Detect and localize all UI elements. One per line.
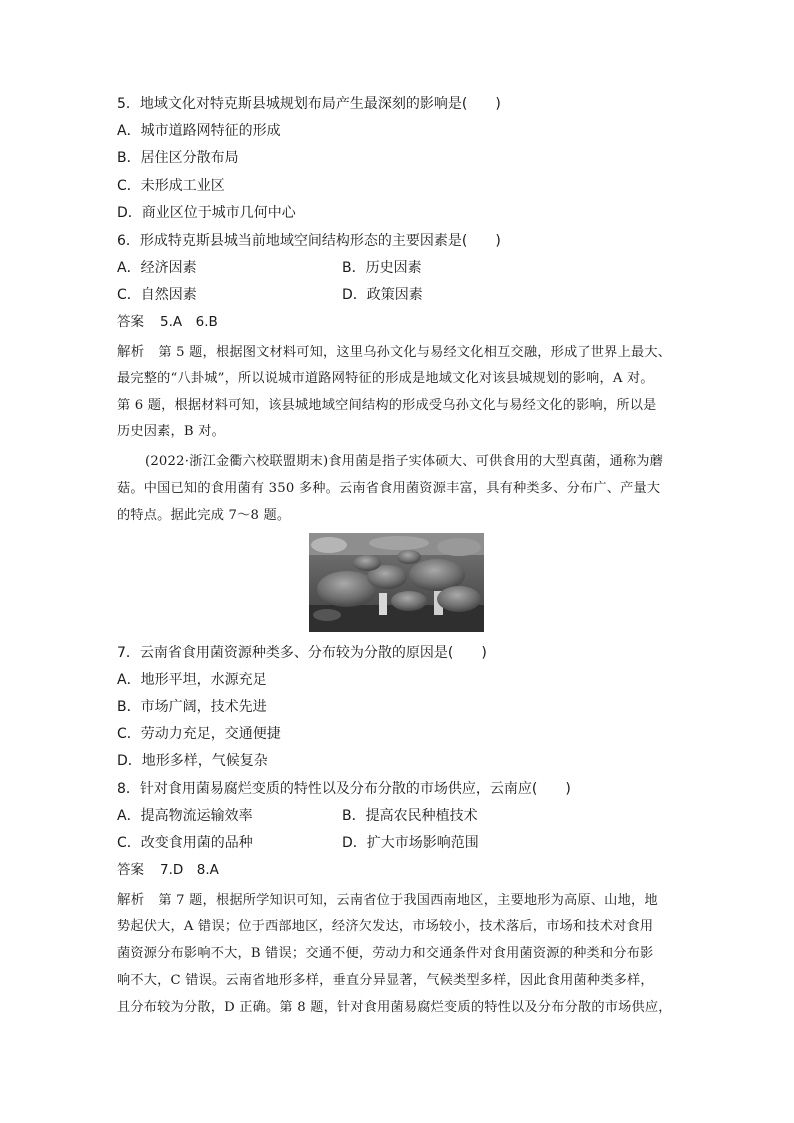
material-line-3: 的特点。据此完成 7～8 题。 — [117, 508, 291, 523]
q7-option-b: B．市场广阔，技术先进 — [117, 699, 267, 715]
q6-stem: 6．形成特克斯县城当前地域空间结构形态的主要因素是( ) — [117, 233, 501, 249]
q6-option-c: C．自然因素 — [117, 287, 197, 303]
q6-option-b: B．历史因素 — [342, 260, 422, 276]
answer-label: 答案 — [117, 314, 144, 330]
q8-option-b: B．提高农民种植技术 — [342, 808, 478, 824]
q5-option-b: B．居住区分散布局 — [117, 150, 239, 166]
explanation-7-8-line-5: 且分布较为分散，D 正确。第 8 题，针对食用菌易腐烂变质的特性以及分布分散的市场供应， — [117, 1000, 672, 1015]
q8-stem: 8．针对食用菌易腐烂变质的特性以及分布分散的市场供应，云南应( ) — [117, 781, 571, 797]
explanation-5-6-line-1: 解析 第 5 题，根据图文材料可知，这里乌孙文化与易经文化相互交融，形成了世界上最大、 — [117, 344, 672, 360]
q8-option-c: C．改变食用菌的品种 — [117, 835, 253, 851]
answer-label: 答案 — [117, 862, 144, 878]
q5-option-d: D．商业区位于城市几何中心 — [117, 205, 296, 221]
answer-7-8 — [117, 860, 219, 880]
q6-option-a: A．经济因素 — [117, 260, 197, 276]
q7-option-c: C．劳动力充足，交通便捷 — [117, 726, 281, 742]
answer-5-6 — [117, 312, 218, 332]
q7-option-d: D．地形多样，气候复杂 — [117, 753, 268, 769]
mushroom-illustration — [309, 533, 484, 632]
q8-option-a: A．提高物流运输效率 — [117, 808, 253, 824]
material-line-1: (2022·浙江金衢六校联盟期末)食用菌是指子实体硕大、可供食用的大型真菌，通称为蘑 — [145, 454, 664, 469]
q7-stem: 7．云南省食用菌资源种类多、分布较为分散的原因是( ) — [117, 645, 487, 661]
q5-option-a: A．城市道路网特征的形成 — [117, 123, 281, 139]
answer-text: 5.A 6.B — [160, 314, 218, 330]
q6-option-d: D．政策因素 — [342, 287, 423, 303]
explanation-7-8-line-1: 解析 第 7 题，根据所学知识可知，云南省位于我国西南地区，主要地形为高原、山地，地 — [117, 892, 658, 908]
q5-stem: 5．地域文化对特克斯县城规划布局产生最深刻的影响是( ) — [117, 96, 501, 112]
explanation-7-8-line-3: 菌资源分布影响不大，B 错误；交通不便，劳动力和交通条件对食用菌资源的种类和分布影 — [117, 946, 654, 961]
mushroom-photo — [309, 533, 484, 632]
explanation-5-6-line-3: 第 6 题，根据材料可知，该县城地域空间结构的形成受乌孙文化与易经文化的影响，所以是 — [117, 398, 657, 413]
explanation-label: 解析 — [117, 344, 145, 360]
material-line-2: 菇。中国已知的食用菌有 350 多种。云南省食用菌资源丰富，具有种类多、分布广、产量大 — [117, 481, 661, 496]
q5-option-c: C．未形成工业区 — [117, 178, 225, 194]
q8-option-d: D．扩大市场影响范围 — [342, 835, 479, 851]
explanation-5-6-line-2: 最完整的“八卦城”，所以说城市道路网特征的形成是地域文化对该县城规划的影响，A 对。 — [117, 371, 654, 386]
explanation-7-8-line-4: 响不大，C 错误。云南省地形多样，垂直分异显著，气候类型多样，因此食用菌种类多样， — [117, 973, 654, 988]
answer-text: 7.D 8.A — [160, 862, 219, 878]
explanation-7-8-line-2: 势起伏大，A 错误；位于西部地区，经济欠发达，市场较小，技术落后，市场和技术对食用 — [117, 919, 654, 934]
q7-option-a: A．地形平坦，水源充足 — [117, 672, 267, 688]
explanation-5-6-line-4: 历史因素，B 对。 — [117, 424, 225, 439]
explanation-label: 解析 — [117, 892, 145, 908]
